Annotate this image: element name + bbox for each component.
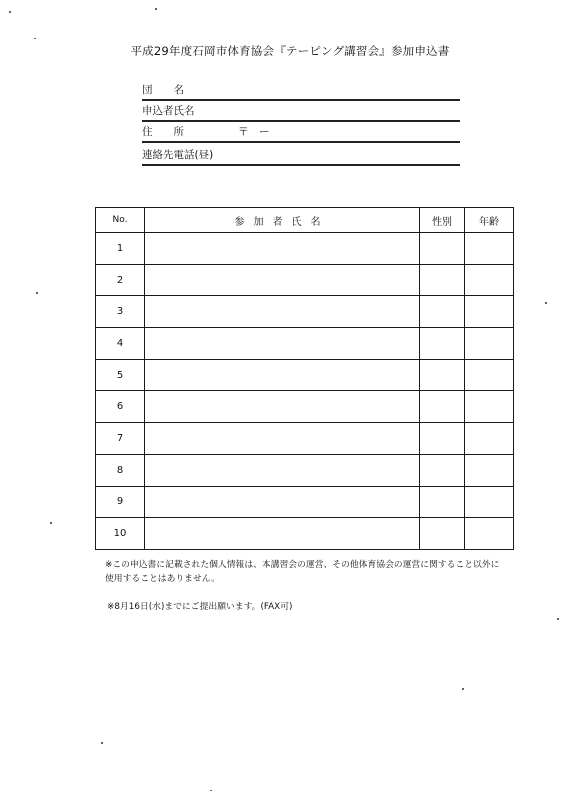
participants-table bbox=[95, 207, 514, 550]
age-cell[interactable] bbox=[465, 423, 514, 455]
age-cell[interactable] bbox=[465, 391, 514, 423]
age-cell[interactable] bbox=[465, 296, 514, 328]
gender-cell[interactable] bbox=[420, 328, 465, 360]
table-row bbox=[96, 423, 514, 455]
row-number: 3 bbox=[96, 296, 145, 328]
applicant-name-label: 申込者氏名 bbox=[142, 105, 195, 117]
row-number: 1 bbox=[96, 233, 145, 265]
gender-cell[interactable] bbox=[420, 233, 465, 265]
header-participant-name: 参加者氏名 bbox=[145, 208, 420, 233]
daytime-phone-field[interactable] bbox=[142, 146, 460, 166]
gender-cell[interactable] bbox=[420, 296, 465, 328]
participant-name-cell[interactable] bbox=[145, 359, 420, 391]
scan-speck bbox=[557, 618, 559, 620]
row-number: 6 bbox=[96, 391, 145, 423]
scan-speck bbox=[545, 302, 547, 304]
row-number: 4 bbox=[96, 328, 145, 360]
table-row bbox=[96, 359, 514, 391]
table-row bbox=[96, 454, 514, 486]
participant-name-cell[interactable] bbox=[145, 264, 420, 296]
gender-cell[interactable] bbox=[420, 359, 465, 391]
daytime-phone-label: 連絡先電話(昼) bbox=[142, 149, 214, 161]
table-row bbox=[96, 486, 514, 518]
table-row bbox=[96, 518, 514, 550]
participant-name-cell[interactable] bbox=[145, 454, 420, 486]
table-row bbox=[96, 264, 514, 296]
privacy-note-line-2: 使用することはありません。 bbox=[105, 574, 220, 584]
page-title: 平成29年度石岡市体育協会『テーピング講習会』参加申込書 bbox=[130, 44, 450, 58]
age-cell[interactable] bbox=[465, 359, 514, 391]
gender-cell[interactable] bbox=[420, 518, 465, 550]
age-cell[interactable] bbox=[465, 486, 514, 518]
header-no: No. bbox=[96, 208, 145, 233]
deadline-note: ※8月16日(水)までにご提出願います。(FAX可) bbox=[107, 602, 293, 612]
participant-name-cell[interactable] bbox=[145, 486, 420, 518]
age-cell[interactable] bbox=[465, 518, 514, 550]
scan-speck bbox=[462, 688, 464, 690]
row-number: 5 bbox=[96, 359, 145, 391]
group-name-field[interactable] bbox=[142, 81, 460, 101]
table-header-row bbox=[96, 208, 514, 233]
gender-cell[interactable] bbox=[420, 264, 465, 296]
row-number: 2 bbox=[96, 264, 145, 296]
age-cell[interactable] bbox=[465, 233, 514, 265]
header-gender: 性別 bbox=[420, 208, 465, 233]
row-number: 10 bbox=[96, 518, 145, 550]
table-row bbox=[96, 328, 514, 360]
scan-speck bbox=[34, 38, 36, 39]
participant-name-cell[interactable] bbox=[145, 423, 420, 455]
gender-cell[interactable] bbox=[420, 486, 465, 518]
row-number: 8 bbox=[96, 454, 145, 486]
scan-speck bbox=[9, 11, 11, 13]
header-age: 年齢 bbox=[465, 208, 514, 233]
privacy-note-line-1: ※この申込書に記載された個人情報は、本講習会の運営、その他体育協会の運営に関すること以外に bbox=[105, 560, 500, 570]
gender-cell[interactable] bbox=[420, 391, 465, 423]
postal-code-mark: 〒 ー bbox=[238, 126, 270, 138]
participant-name-cell[interactable] bbox=[145, 391, 420, 423]
row-number: 9 bbox=[96, 486, 145, 518]
scan-speck bbox=[36, 292, 38, 294]
participant-name-cell[interactable] bbox=[145, 518, 420, 550]
scan-speck bbox=[155, 8, 157, 10]
participant-name-cell[interactable] bbox=[145, 296, 420, 328]
gender-cell[interactable] bbox=[420, 454, 465, 486]
applicant-name-field[interactable] bbox=[142, 102, 460, 122]
participant-name-cell[interactable] bbox=[145, 328, 420, 360]
address-field[interactable] bbox=[142, 123, 460, 143]
scan-speck bbox=[210, 790, 212, 791]
table-row bbox=[96, 233, 514, 265]
participant-name-cell[interactable] bbox=[145, 233, 420, 265]
table-row bbox=[96, 296, 514, 328]
age-cell[interactable] bbox=[465, 454, 514, 486]
scan-speck bbox=[101, 742, 103, 744]
age-cell[interactable] bbox=[465, 264, 514, 296]
scan-speck bbox=[50, 522, 52, 524]
age-cell[interactable] bbox=[465, 328, 514, 360]
address-label: 住 所 bbox=[142, 126, 184, 138]
row-number: 7 bbox=[96, 423, 145, 455]
group-name-label: 団 名 bbox=[142, 84, 184, 96]
gender-cell[interactable] bbox=[420, 423, 465, 455]
table-row bbox=[96, 391, 514, 423]
